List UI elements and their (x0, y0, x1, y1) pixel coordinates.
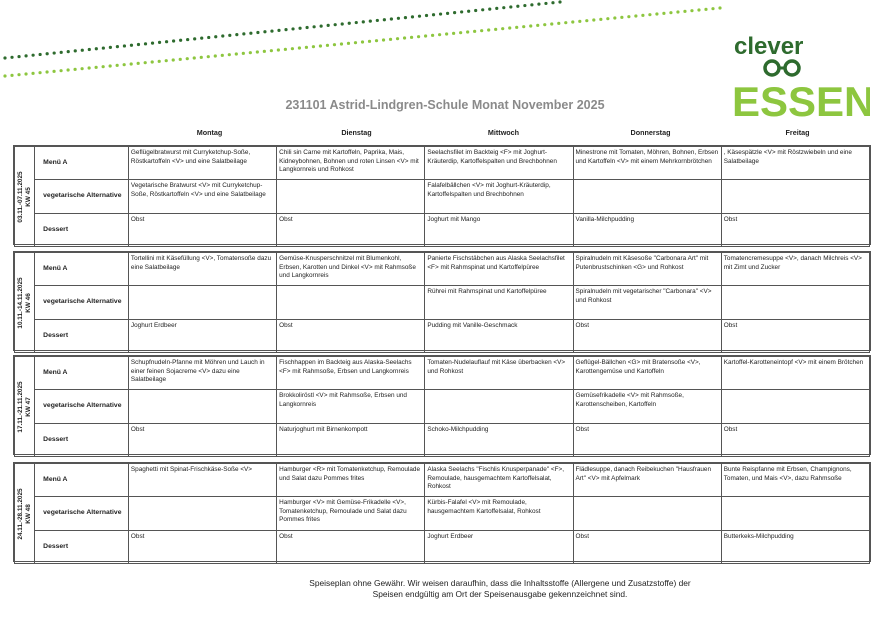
meal-cell-montag: Joghurt Erdbeer (128, 320, 276, 353)
row-label-dessert: Dessert (35, 531, 129, 564)
meal-cell-mittwoch: Falafelbällchen <V> mit Joghurt-Kräuterdip, Kartoffelspalten und Brechbohnen (425, 180, 573, 214)
meal-cell-mittwoch: Seelachsfilet im Backteig <F> mit Joghurt-Kräuterdip, Kartoffelspalten und Brechbohnen (425, 147, 573, 180)
week-date-range: 17.11.-21.11.2025 (16, 380, 24, 433)
page-title: 231101 Astrid-Lindgren-Schule Monat November 2025 (285, 98, 605, 112)
week-block-1 (13, 145, 871, 245)
meal-cell-mittwoch: Kürbis-Falafel <V> mit Remoulade, hausgemachtem Kartoffelsalat, Rohkost (425, 497, 573, 531)
table-row (15, 464, 870, 497)
meal-cell-dienstag: Obst (277, 320, 425, 353)
meal-cell-montag: Obst (128, 424, 276, 457)
logo-text-essen: ESSEN (732, 78, 870, 122)
meal-cell-montag: Vegetarische Bratwurst <V> mit Curryketchup-Soße, Röstkartoffeln <V> und eine Salatbeilage (128, 180, 276, 214)
table-row (15, 531, 870, 564)
meal-cell-mittwoch: Rührei mit Rahmspinat und Kartoffelpüree (425, 286, 573, 320)
meal-cell-donnerstag: Spiralnudeln mit vegetarischer "Carbonara" <V> und Rohkost (573, 286, 721, 320)
row-label-vegetarian-alternative: vegetarische Alternative (35, 286, 129, 320)
meal-cell-dienstag: Obst (277, 214, 425, 247)
meal-cell-freitag: Butterkeks-Milchpudding (721, 531, 869, 564)
meal-cell-montag: Schupfnudeln-Pfanne mit Möhren und Lauch in einer feinen Sojacreme <V> dazu eine Salatbeilage (128, 357, 276, 390)
week-block-2 (13, 251, 871, 351)
meal-cell-dienstag: Brokkoliröstl <V> mit Rahmsoße, Erbsen und Langkornreis (277, 390, 425, 424)
meal-cell-freitag: Tomatencremesuppe <V>, danach Milchreis <V> mit Zimt und Zucker (721, 253, 869, 286)
week-table (14, 356, 870, 457)
table-row (15, 253, 870, 286)
meal-cell-freitag: Bunte Reispfanne mit Erbsen, Champignons, Tomaten, und Mais <V>, dazu Rahmsoße (721, 464, 869, 497)
meal-cell-mittwoch (425, 390, 573, 424)
meal-cell-montag: Tortellini mit Käsefüllung <V>, Tomatensoße dazu eine Salatbeilage (128, 253, 276, 286)
meal-cell-freitag: Obst (721, 424, 869, 457)
meal-cell-freitag (721, 180, 869, 214)
meal-cell-mittwoch: Panierte Fischstäbchen aus Alaska Seelachsfilet <F> mit Rahmspinat und Kartoffelpüree (425, 253, 573, 286)
row-label-dessert: Dessert (35, 214, 129, 247)
week-date-cell (15, 464, 35, 564)
logo-text-clever: clever (734, 33, 804, 60)
row-label-dessert: Dessert (35, 424, 129, 457)
glasses-icon (765, 61, 779, 75)
meal-cell-montag: Obst (128, 214, 276, 247)
meal-cell-donnerstag: Obst (573, 424, 721, 457)
meal-cell-donnerstag: Obst (573, 320, 721, 353)
week-date-range: 03.11.-07.11.2025 (16, 170, 24, 223)
meal-cell-donnerstag: Vanilla-Milchpudding (573, 214, 721, 247)
table-row (15, 320, 870, 353)
meal-cell-dienstag: Hamburger <R> mit Tomatenketchup, Remoulade und Salat dazu Pommes frites (277, 464, 425, 497)
row-label-vegetarian-alternative: vegetarische Alternative (35, 180, 129, 214)
meal-cell-mittwoch: Joghurt Erdbeer (425, 531, 573, 564)
week-number: KW 46 (24, 292, 32, 313)
table-row (15, 497, 870, 531)
table-row (15, 286, 870, 320)
meal-cell-dienstag: Hamburger <V> mit Gemüse-Frikadelle <V>, Tomatenketchup, Remoulade und Salat dazu Pommes frites (277, 497, 425, 531)
meal-cell-dienstag: Fischhappen im Backteig aus Alaska-Seelachs <F> mit Rahmsoße, Erbsen und Langkornreis (277, 357, 425, 390)
table-row (15, 424, 870, 457)
meal-cell-montag (128, 286, 276, 320)
week-date-range: 10.11.-14.11.2025 (16, 276, 24, 329)
meal-cell-donnerstag: Gemüsefrikadelle <V> mit Rahmsoße, Karottenscheiben, Kartoffeln (573, 390, 721, 424)
week-date-cell (15, 253, 35, 353)
meal-cell-donnerstag: Geflügel-Bällchen <G> mit Bratensoße <V>, Karottengemüse und Kartoffeln (573, 357, 721, 390)
week-number: KW 47 (24, 396, 32, 417)
meal-cell-donnerstag: Spiralnudeln mit Käsesoße "Carbonara Art" mit Putenbrustschinken <G> und Rohkost (573, 253, 721, 286)
meal-cell-dienstag: Gemüse-Knusperschnitzel mit Blumenkohl, Erbsen, Karotten und Dinkel <V> mit Rahmsoße und Langkornreis (277, 253, 425, 286)
day-header-dienstag: Dienstag (341, 128, 372, 137)
meal-cell-freitag (721, 286, 869, 320)
week-block-4 (13, 462, 871, 562)
disclaimer-footer: Speiseplan ohne Gewähr. Wir weisen daraufhin, dass die Inhaltsstoffe (Allergene und Zusatzstoffe) der Speisen endgültig am Ort der Speisenausgabe gekennzeichnet sind. (309, 578, 691, 599)
meal-cell-freitag (721, 390, 869, 424)
week-block-3 (13, 355, 871, 455)
meal-cell-donnerstag (573, 180, 721, 214)
meal-cell-freitag: Obst (721, 214, 869, 247)
meal-cell-freitag (721, 497, 869, 531)
table-row (15, 214, 870, 247)
meal-cell-montag: Spaghetti mit Spinat-Frischkäse-Soße <V> (128, 464, 276, 497)
meal-cell-dienstag: Obst (277, 531, 425, 564)
week-date-cell (15, 357, 35, 457)
meal-cell-montag (128, 497, 276, 531)
table-row (15, 147, 870, 180)
meal-cell-montag: Obst (128, 531, 276, 564)
meal-cell-freitag: Kartoffel-Karotteneintopf <V> mit einem Brötchen (721, 357, 869, 390)
meal-cell-donnerstag (573, 497, 721, 531)
meal-cell-mittwoch: Pudding mit Vanille-Geschmack (425, 320, 573, 353)
week-table (14, 252, 870, 353)
row-label-dessert: Dessert (35, 320, 129, 353)
meal-cell-freitag: , Käsespätzle <V> mit Röstzwiebeln und eine Salatbeilage (721, 147, 869, 180)
day-header-freitag: Freitag (785, 128, 810, 137)
row-label-menu-a: Menü A (35, 147, 129, 180)
meal-cell-mittwoch: Tomaten-Nudelauflauf mit Käse überbacken <V> und Rohkost (425, 357, 573, 390)
table-row (15, 357, 870, 390)
meal-cell-dienstag (277, 180, 425, 214)
row-label-menu-a: Menü A (35, 464, 129, 497)
row-label-menu-a: Menü A (35, 357, 129, 390)
table-row (15, 180, 870, 214)
week-number: KW 45 (24, 186, 32, 207)
day-header-montag: Montag (196, 128, 223, 137)
meal-cell-donnerstag: Flädlesuppe, danach Reibekuchen "Hausfrauen Art" <V> mit Apfelmark (573, 464, 721, 497)
meal-cell-mittwoch: Schoko-Milchpudding (425, 424, 573, 457)
row-label-vegetarian-alternative: vegetarische Alternative (35, 497, 129, 531)
row-label-menu-a: Menü A (35, 253, 129, 286)
meal-cell-dienstag: Naturjoghurt mit Birnenkompott (277, 424, 425, 457)
meal-cell-montag (128, 390, 276, 424)
week-date-range: 24.11.-28.11.2025 (16, 487, 24, 540)
week-table (14, 146, 870, 247)
day-header-mittwoch: Mittwoch (487, 128, 520, 137)
meal-cell-mittwoch: Alaska Seelachs "Fischlis Knusperpanade" <F>, Remoulade, hausgemachtem Kartoffelsalat, Rohkost (425, 464, 573, 497)
table-row (15, 390, 870, 424)
meal-cell-montag: Geflügelbratwurst mit Curryketchup-Soße, Röstkartoffeln <V> und eine Salatbeilage (128, 147, 276, 180)
week-number: KW 48 (24, 503, 32, 524)
meal-cell-dienstag: Chili sin Carne mit Kartoffeln, Paprika, Mais, Kidneybohnen, Bohnen und roten Linsen <V> mit Langkornreis und Rohkost (277, 147, 425, 180)
week-table (14, 463, 870, 564)
meal-cell-freitag: Obst (721, 320, 869, 353)
week-date-cell (15, 147, 35, 247)
day-header-donnerstag: Donnerstag (630, 128, 671, 137)
meal-cell-dienstag (277, 286, 425, 320)
meal-cell-mittwoch: Joghurt mit Mango (425, 214, 573, 247)
meal-cell-donnerstag: Minestrone mit Tomaten, Möhren, Bohnen, Erbsen und Kartoffeln <V> mit einem Mehrkornbrötchen (573, 147, 721, 180)
row-label-vegetarian-alternative: vegetarische Alternative (35, 390, 129, 424)
meal-cell-donnerstag: Obst (573, 531, 721, 564)
